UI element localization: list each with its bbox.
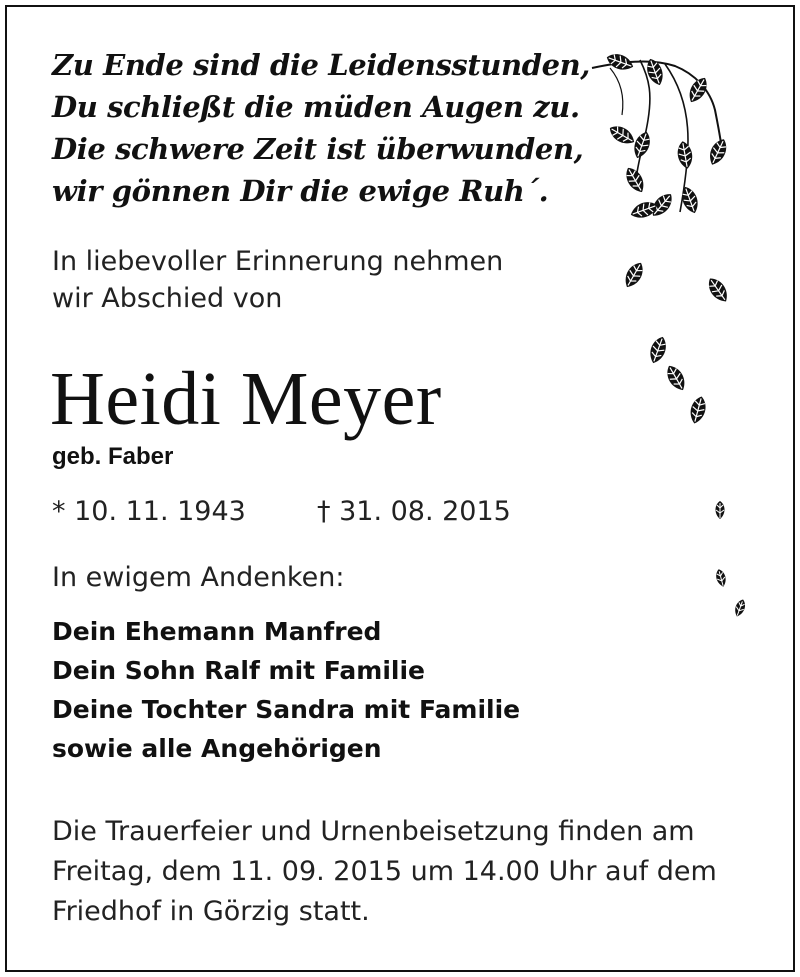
poem-line: wir gönnen Dir die ewige Ruh´. — [52, 174, 549, 208]
funeral-line: Die Trauerfeier und Urnenbeisetzung finden am — [52, 816, 695, 847]
funeral-line: Friedhof in Görzig statt. — [52, 896, 370, 927]
mourner-line: Deine Tochter Sandra mit Familie — [52, 695, 521, 724]
mourners-list — [52, 612, 520, 768]
death-date: † 31. 08. 2015 — [317, 496, 511, 527]
memory-label: In ewigem Andenken: — [52, 562, 345, 593]
deceased-name: Heidi Meyer — [50, 357, 442, 441]
mourner-line: sowie alle Angehörigen — [52, 734, 382, 763]
mourner-line: Dein Ehemann Manfred — [52, 617, 382, 646]
funeral-info — [52, 812, 717, 932]
poem-line: Die schwere Zeit ist überwunden, — [52, 132, 584, 166]
poem — [52, 44, 590, 212]
funeral-line: Freitag, dem 11. 09. 2015 um 14.00 Uhr auf dem — [52, 856, 717, 887]
intro-text — [52, 243, 503, 317]
falling-leaves-branch-icon — [580, 40, 770, 640]
intro-line: wir Abschied von — [52, 283, 283, 314]
intro-line: In liebevoller Erinnerung nehmen — [52, 246, 504, 277]
birth-name: geb. Faber — [52, 443, 174, 470]
poem-line: Zu Ende sind die Leidensstunden, — [52, 48, 591, 82]
birth-date: * 10. 11. 1943 — [52, 496, 246, 527]
life-dates — [52, 496, 511, 527]
mourner-line: Dein Sohn Ralf mit Familie — [52, 656, 425, 685]
poem-line: Du schließt die müden Augen zu. — [52, 90, 580, 124]
